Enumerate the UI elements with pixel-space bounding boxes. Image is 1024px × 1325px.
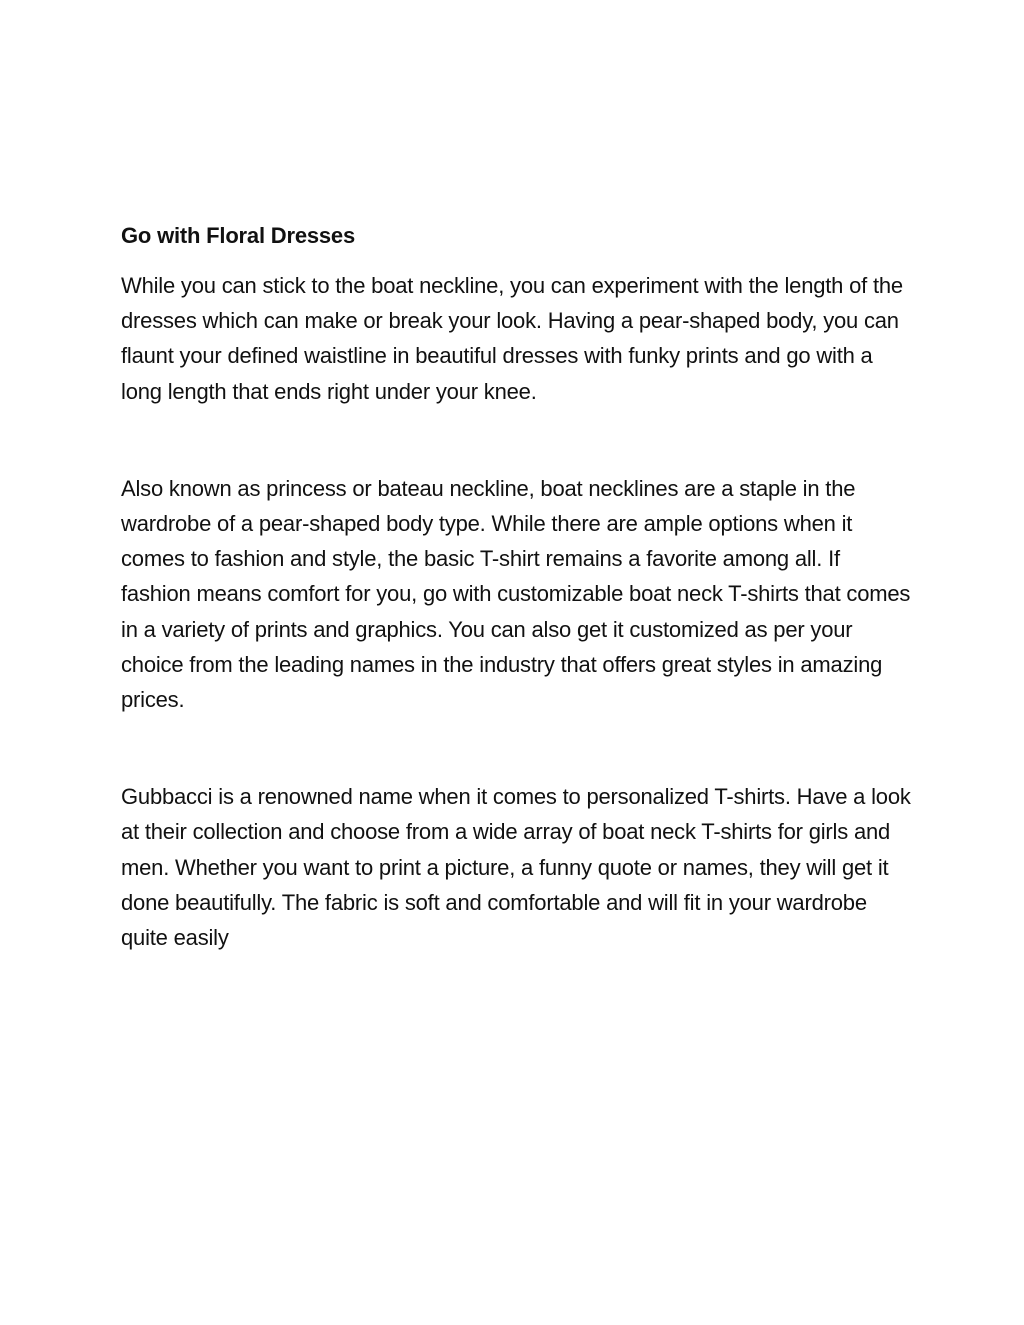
paragraph-boat-neckline: Also known as princess or bateau neckline, boat necklines are a staple in the wardrobe of a pear-shaped body type. While there are ample options when it comes to fashion and style, the basic T-shirt remains a favorite among all. If fashion means comfort for you, go with customizable boat neck T-shirts that comes in a variety of prints and graphics. You can also get it customized as per your choice from the leading names in the industry that offers great styles in amazing prices. [121, 475, 911, 713]
section-heading: Go with Floral Dresses [121, 223, 356, 248]
paragraph-floral-dresses: While you can stick to the boat neckline, you can experiment with the length of the dresses which can make or break your look. Having a pear-shaped body, you can flaunt your defined waistline in beautiful dresses with funky prints and go with a long length that ends right under your knee. [121, 273, 903, 404]
paragraph-gubbacci: Gubbacci is a renowned name when it comes to personalized T-shirts. Have a look at their collection and choose from a wide array of boat neck T-shirts for girls and men. Whether you want to print a picture, a funny quote or names, they will get it done beautifully. The fabric is soft and comfortable and will fit in your wardrobe quite easily [121, 784, 911, 951]
document-body [121, 220, 911, 955]
